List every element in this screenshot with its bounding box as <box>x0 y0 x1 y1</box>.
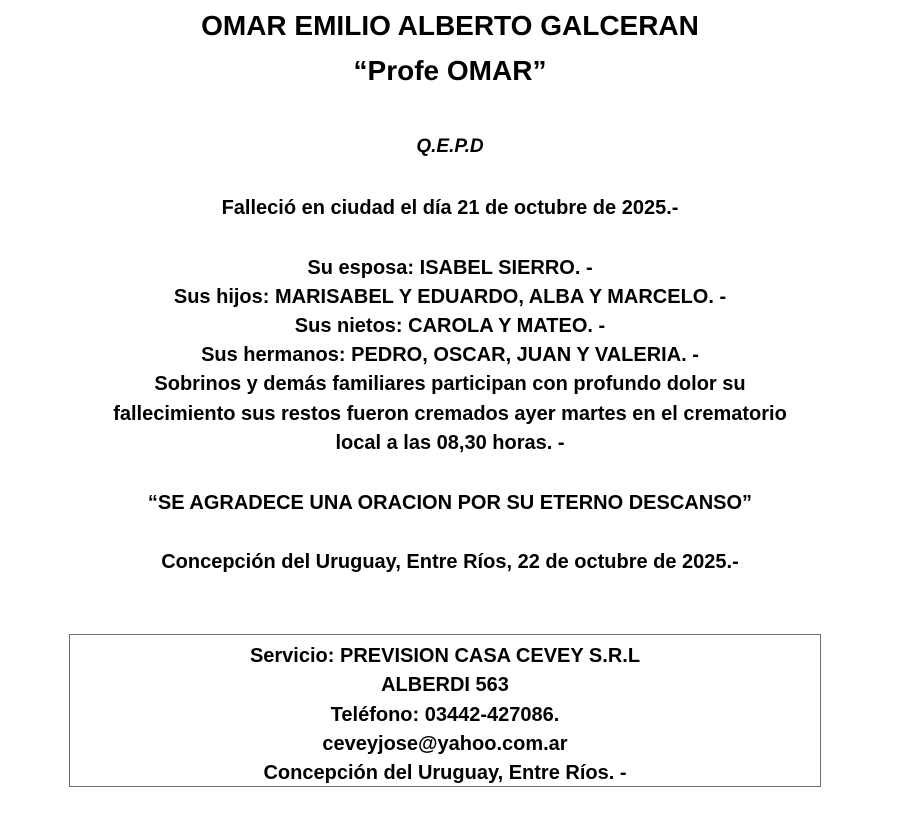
place-and-date: Concepción del Uruguay, Entre Ríos, 22 de octubre de 2025.- <box>161 551 739 573</box>
prayer-request: “SE AGRADECE UNA ORACION POR SU ETERNO DESCANSO” <box>147 492 753 514</box>
service-phone: Teléfono: 03442-427086. <box>330 704 560 726</box>
service-address: ALBERDI 563 <box>381 674 509 696</box>
death-statement: Falleció en ciudad el día 21 de octubre de 2025.- <box>221 197 679 219</box>
service-email: ceveyjose@yahoo.com.ar <box>322 733 568 755</box>
funeral-service-box <box>69 634 821 787</box>
service-company: Servicio: PREVISION CASA CEVEY S.R.L <box>249 645 641 667</box>
participation-line: local a las 08,30 horas. - <box>335 432 565 454</box>
deceased-name: OMAR EMILIO ALBERTO GALCERAN <box>201 10 699 41</box>
service-city: Concepción del Uruguay, Entre Ríos. - <box>263 762 627 784</box>
participation-line: fallecimiento sus restos fueron cremados ayer martes en el crematorio <box>113 403 787 425</box>
family-line-grandchildren: Sus nietos: CAROLA Y MATEO. - <box>294 315 606 337</box>
deceased-nickname: “Profe OMAR” <box>353 55 547 86</box>
family-line-spouse: Su esposa: ISABEL SIERRO. - <box>307 257 593 279</box>
family-line-children: Sus hijos: MARISABEL Y EDUARDO, ALBA Y MARCELO. - <box>173 286 727 308</box>
family-line-siblings: Sus hermanos: PEDRO, OSCAR, JUAN Y VALERIA. - <box>201 344 699 366</box>
qepd-label: Q.E.P.D <box>416 136 484 157</box>
participation-line: Sobrinos y demás familiares participan con profundo dolor su <box>154 373 746 395</box>
